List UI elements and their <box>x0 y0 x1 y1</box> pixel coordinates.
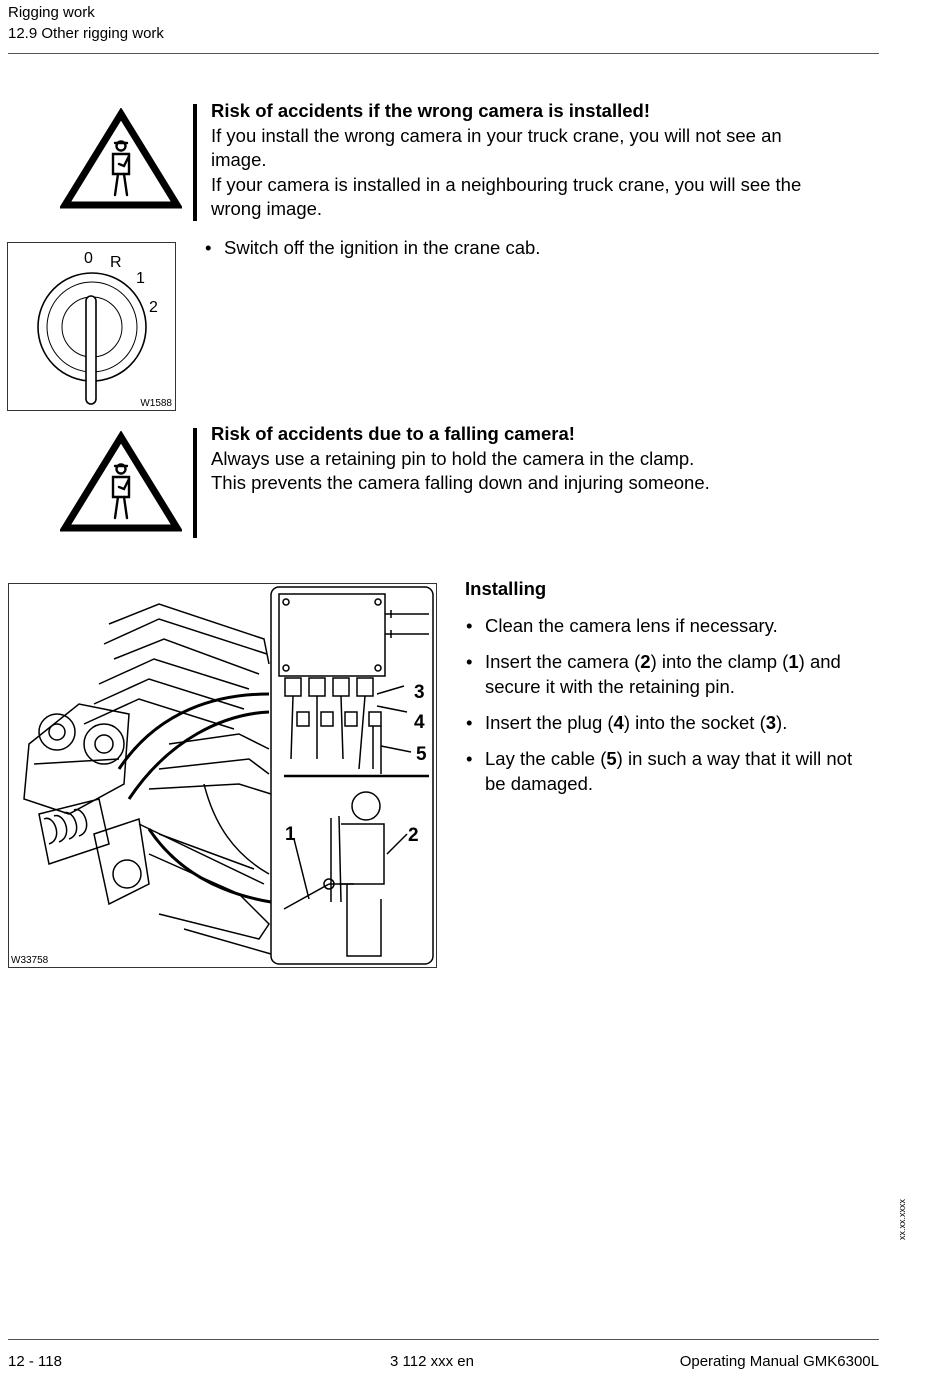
camera-installation-figure <box>8 583 437 968</box>
warning-triangle-icon <box>60 108 182 210</box>
position-r-label: R <box>110 254 122 271</box>
step-text: Insert the camera (2) into the clamp (1) and secure it with the retaining pin. <box>485 651 841 697</box>
side-code: xx.xx.xxxx <box>897 1198 907 1240</box>
warning-line: Always use a retaining pin to hold the camera in the clamp. <box>211 447 695 469</box>
warning-line: If you install the wrong camera in your truck crane, you will not see an <box>211 124 782 146</box>
footer-doc-number: 3 112 xxx en <box>390 1353 474 1370</box>
callout-4: 4 <box>414 712 425 733</box>
figure-code: W1588 <box>140 398 172 409</box>
step-lay-cable: • Lay the cable (5) in such a way that it will not be damaged. <box>466 747 886 797</box>
position-1-label: 1 <box>136 270 145 287</box>
warning-line: image. <box>211 149 267 170</box>
warning-line: This prevents the camera falling down and injuring someone. <box>211 472 710 493</box>
callout-1: 1 <box>285 824 296 845</box>
header-section: 12.9 Other rigging work <box>8 25 164 42</box>
header-chapter: Rigging work <box>8 4 95 21</box>
installing-heading: Installing <box>465 578 547 599</box>
figure-code: W33758 <box>11 955 49 966</box>
warning-triangle-icon <box>60 431 182 533</box>
step-text: Insert the plug (4) into the socket (3). <box>485 712 788 733</box>
ignition-key-illustration <box>8 243 175 410</box>
warning-title: Risk of accidents due to a falling camera! <box>211 423 575 444</box>
callout-3: 3 <box>414 682 425 703</box>
position-2-label: 2 <box>149 299 158 316</box>
step-text: Lay the cable (5) in such a way that it will not be damaged. <box>485 748 853 794</box>
camera-installation-illustration <box>9 584 436 967</box>
ignition-switch-figure <box>7 242 176 411</box>
callout-2: 2 <box>408 825 419 846</box>
position-0-label: 0 <box>84 250 93 267</box>
warning-bar <box>193 428 197 538</box>
warning-line: If your camera is installed in a neighbouring truck crane, you will see the <box>211 173 802 195</box>
step-text: Clean the camera lens if necessary. <box>485 615 778 636</box>
warning-title: Risk of accidents if the wrong camera is installed! <box>211 100 650 121</box>
warning-falling-camera <box>211 422 891 496</box>
step-insert-camera: • Insert the camera (2) into the clamp (1) and secure it with the retaining pin. <box>466 650 886 700</box>
warning-accidents-wrong-camera <box>211 99 891 222</box>
warning-bar <box>193 104 197 221</box>
header-rule <box>8 53 879 54</box>
footer-rule <box>8 1339 879 1340</box>
footer-manual-title: Operating Manual GMK6300L <box>679 1353 879 1370</box>
callout-5: 5 <box>416 744 427 765</box>
footer-page-number: 12 - 118 <box>8 1353 62 1370</box>
header <box>8 2 164 44</box>
step-text: Switch off the ignition in the crane cab. <box>224 237 541 258</box>
warning-line: wrong image. <box>211 198 323 219</box>
